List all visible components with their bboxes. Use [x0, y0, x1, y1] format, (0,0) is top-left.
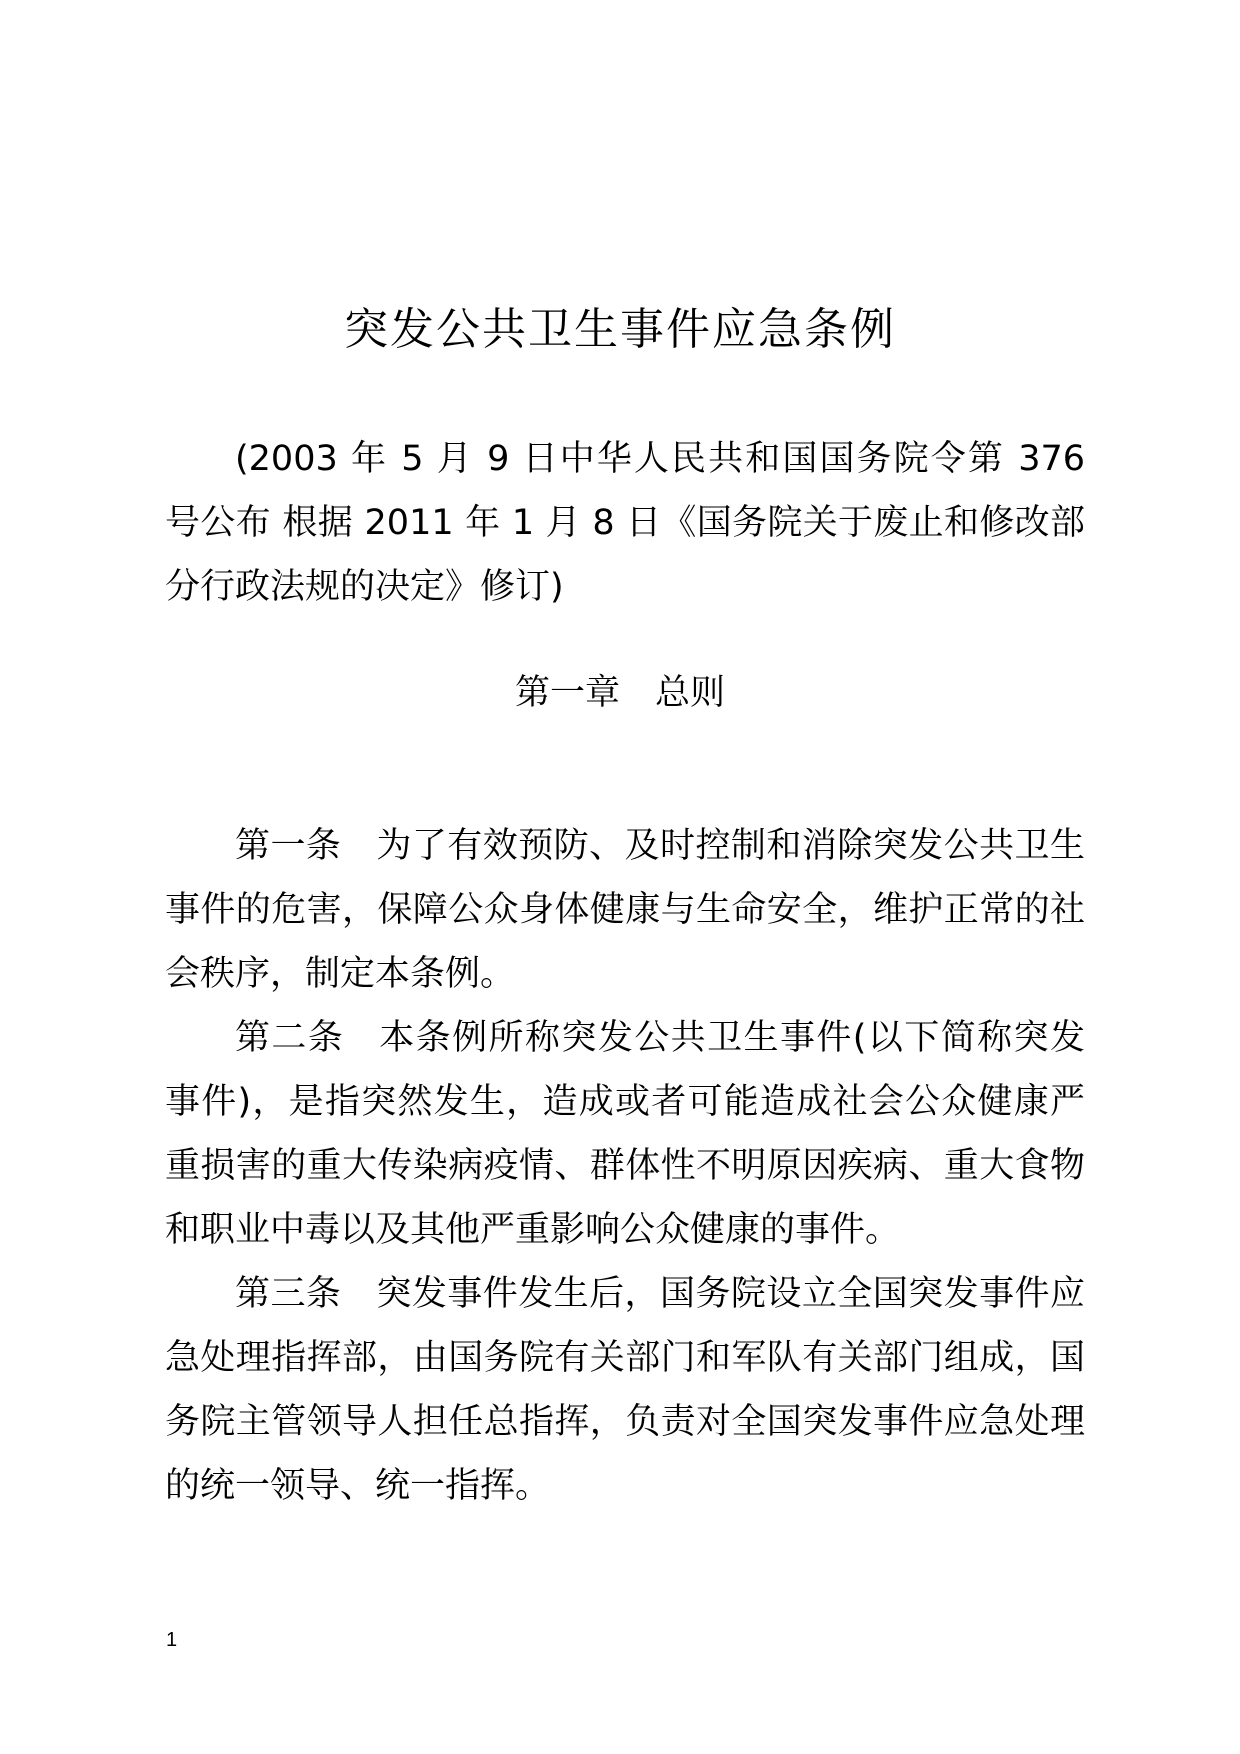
- chapter-number: 第一章: [514, 673, 620, 713]
- article-1-number: 第一条: [235, 826, 342, 866]
- article-3-number: 第三条: [235, 1274, 342, 1314]
- article-2-text: 本条例所称突发公共卫生事件(以下简称突发事件)，是指突然发生，造成或者可能造成社会公众健康严重损害的重大传染病疫情、群体性不明原因疾病、重大食物和职业中毒以及其他严重影响公众健康的事件。: [165, 1018, 1085, 1250]
- article-1: [165, 814, 1085, 1006]
- page-number: 1: [166, 1629, 178, 1651]
- article-3: [165, 1262, 1085, 1518]
- article-2-number: 第二条: [235, 1018, 345, 1058]
- chapter-heading: [0, 661, 1240, 725]
- article-2: [165, 1006, 1085, 1262]
- document-title: 突发公共卫生事件应急条例: [344, 304, 896, 355]
- article-3-text: 突发事件发生后，国务院设立全国突发事件应急处理指挥部，由国务院有关部门和军队有关部门组成，国务院主管领导人担任总指挥，负责对全国突发事件应急处理的统一领导、统一指挥。: [165, 1274, 1085, 1506]
- articles-list: [165, 814, 1085, 1518]
- article-1-text: 为了有效预防、及时控制和消除突发公共卫生事件的危害，保障公众身体健康与生命安全，维护正常的社会秩序，制定本条例。: [165, 826, 1085, 994]
- promulgation-note: (2003 年 5 月 9 日中华人民共和国国务院令第 376 号公布 根据 2011 年 1 月 8 日《国务院关于废止和修改部分行政法规的决定》修订): [165, 439, 1085, 607]
- chapter-name: 总则: [655, 673, 726, 713]
